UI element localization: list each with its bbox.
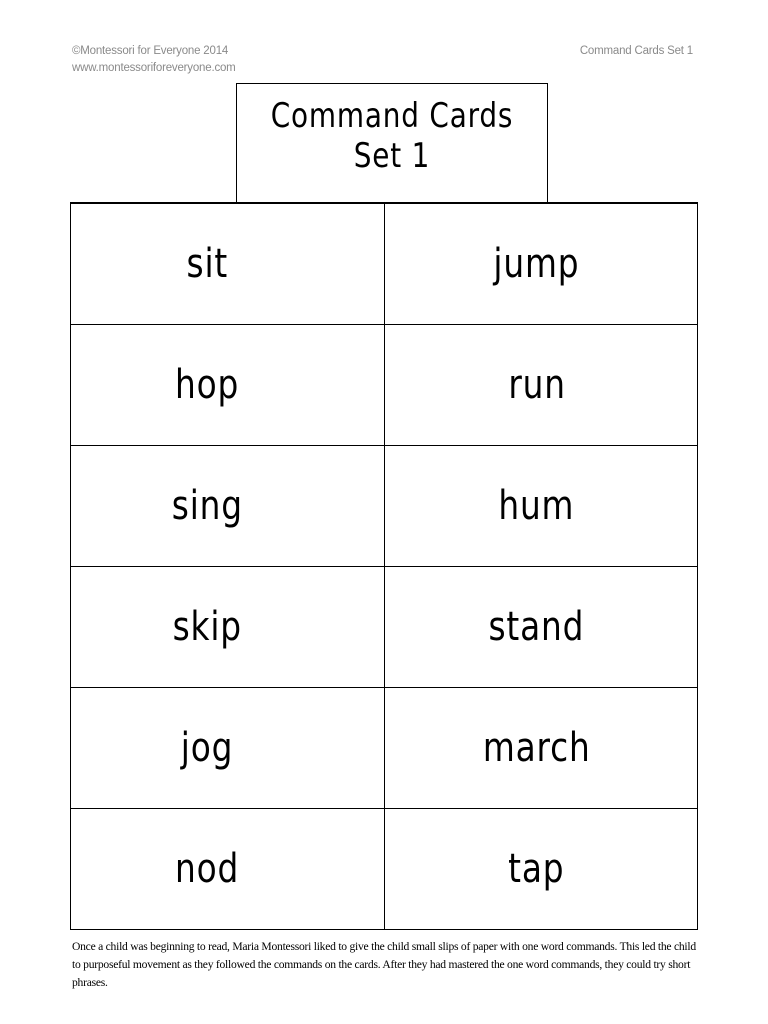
page-subtitle: Set 1 (353, 136, 431, 176)
copyright-text: ©Montessori for Everyone 2014 (72, 45, 229, 57)
command-card (71, 809, 385, 930)
command-card (384, 325, 698, 446)
command-word: hum (498, 483, 575, 529)
set-label: Command Cards Set 1 (579, 45, 693, 57)
command-word: hop (175, 362, 240, 408)
command-word: nod (175, 846, 240, 892)
command-card (384, 567, 698, 688)
command-word: sit (186, 241, 229, 287)
website-text: www.montessoriforeveryone.com (72, 62, 236, 74)
command-card (71, 688, 385, 809)
card-row (71, 203, 698, 325)
command-card (384, 203, 698, 325)
command-word: run (507, 362, 566, 408)
title-box (236, 83, 548, 202)
instructions-footnote: Once a child was beginning to read, Maria Montessori liked to give the child small slips of paper with one word commands. This led the child to purposeful movement as they followed the commands on the cards. After they had mastered the one word commands, they could try short phrases. (72, 940, 696, 989)
command-card (71, 446, 385, 567)
card-row (71, 809, 698, 930)
command-word: tap (508, 846, 565, 892)
command-word: march (482, 725, 591, 771)
command-word: jump (493, 241, 580, 287)
command-card (384, 809, 698, 930)
command-card (71, 203, 385, 325)
command-word: skip (172, 604, 242, 650)
card-row (71, 325, 698, 446)
page-title: Command Cards (270, 96, 514, 136)
card-row (71, 688, 698, 809)
card-row (71, 446, 698, 567)
command-word: sing (171, 483, 243, 529)
command-word: jog (181, 725, 234, 771)
command-card (71, 567, 385, 688)
command-card (71, 325, 385, 446)
command-card (384, 688, 698, 809)
card-row (71, 567, 698, 688)
command-cards-grid (70, 202, 698, 930)
header-attribution (72, 43, 236, 77)
command-card (384, 446, 698, 567)
command-word: stand (488, 604, 585, 650)
